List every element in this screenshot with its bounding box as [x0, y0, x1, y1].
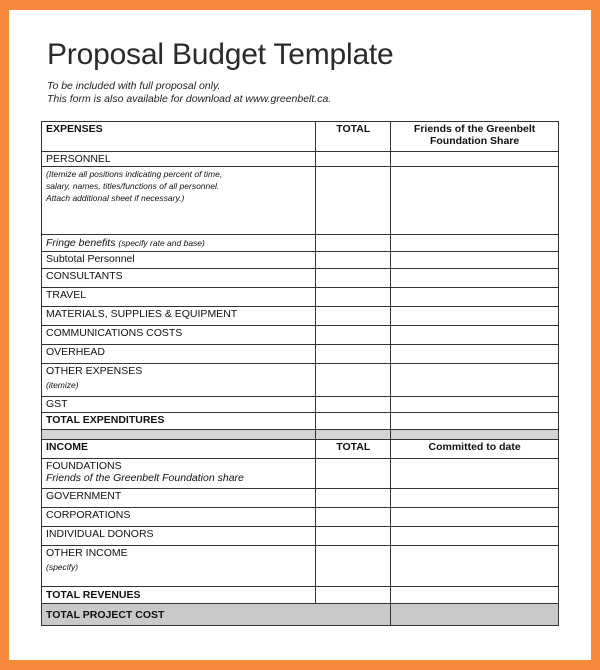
other-income-label	[42, 546, 316, 587]
individual-donors-total-cell[interactable]	[316, 527, 391, 546]
total-expenditures-share-cell[interactable]	[391, 413, 559, 430]
table-row	[42, 288, 559, 307]
income-header: INCOME	[42, 440, 316, 459]
other-expenses-note: (itemize)	[46, 380, 79, 390]
total-expenditures-label: TOTAL EXPENDITURES	[42, 413, 316, 430]
gst-label: GST	[42, 397, 316, 413]
foundations-committed-cell[interactable]	[391, 459, 559, 489]
other-expenses-total-cell[interactable]	[316, 364, 391, 397]
section-divider	[42, 430, 559, 440]
overhead-total-cell[interactable]	[316, 345, 391, 364]
personnel-note-line-3: Attach additional sheet if necessary.)	[46, 193, 185, 203]
table-row	[42, 152, 559, 167]
corporations-total-cell[interactable]	[316, 508, 391, 527]
foundations-note: Friends of the Greenbelt Foundation share	[46, 472, 244, 484]
gst-total-cell[interactable]	[316, 397, 391, 413]
other-expenses-text: OTHER EXPENSES	[46, 365, 143, 377]
fringe-benefits-note: (specify rate and base)	[118, 238, 205, 248]
foundations-label	[42, 459, 316, 489]
expenses-header: EXPENSES	[42, 122, 316, 152]
personnel-share-cell[interactable]	[391, 152, 559, 167]
table-row	[42, 269, 559, 288]
total-revenues-committed-cell[interactable]	[391, 587, 559, 604]
fringe-benefits-text: Fringe benefits	[46, 237, 116, 249]
fringe-share-cell[interactable]	[391, 235, 559, 252]
income-header-row	[42, 440, 559, 459]
table-row	[42, 459, 559, 489]
personnel-total-cell[interactable]	[316, 152, 391, 167]
committed-header: Committed to date	[391, 440, 559, 459]
intro-line-2: This form is also available for download at www.greenbelt.ca.	[47, 93, 332, 105]
other-expenses-share-cell[interactable]	[391, 364, 559, 397]
government-total-cell[interactable]	[316, 489, 391, 508]
overhead-share-cell[interactable]	[391, 345, 559, 364]
table-row	[42, 167, 559, 235]
table-row	[42, 489, 559, 508]
total-project-cost-cell[interactable]	[391, 604, 559, 626]
corporations-label: CORPORATIONS	[42, 508, 316, 527]
total-revenues-cell[interactable]	[316, 587, 391, 604]
table-row	[42, 527, 559, 546]
table-row	[42, 413, 559, 430]
subtotal-total-cell[interactable]	[316, 252, 391, 269]
individual-donors-label: INDIVIDUAL DONORS	[42, 527, 316, 546]
foundations-total-cell[interactable]	[316, 459, 391, 489]
table-row	[42, 508, 559, 527]
other-income-committed-cell[interactable]	[391, 546, 559, 587]
total-revenues-label: TOTAL REVENUES	[42, 587, 316, 604]
other-income-total-cell[interactable]	[316, 546, 391, 587]
subtotal-share-cell[interactable]	[391, 252, 559, 269]
materials-share-cell[interactable]	[391, 307, 559, 326]
government-committed-cell[interactable]	[391, 489, 559, 508]
subtotal-personnel-label: Subtotal Personnel	[42, 252, 316, 269]
materials-label: MATERIALS, SUPPLIES & EQUIPMENT	[42, 307, 316, 326]
communications-share-cell[interactable]	[391, 326, 559, 345]
personnel-note-line-2: salary, names, titles/functions of all personnel.	[46, 181, 220, 191]
travel-total-cell[interactable]	[316, 288, 391, 307]
table-row	[42, 235, 559, 252]
table-row	[42, 326, 559, 345]
total-project-cost-row	[42, 604, 559, 626]
document-page	[9, 10, 591, 660]
expenses-header-row	[42, 122, 559, 152]
consultants-share-cell[interactable]	[391, 269, 559, 288]
foundation-share-header	[391, 122, 559, 152]
other-expenses-label	[42, 364, 316, 397]
total-expenditures-cell[interactable]	[316, 413, 391, 430]
other-income-text: OTHER INCOME	[46, 547, 128, 559]
gst-share-cell[interactable]	[391, 397, 559, 413]
page-title: Proposal Budget Template	[47, 38, 394, 71]
consultants-total-cell[interactable]	[316, 269, 391, 288]
fringe-total-cell[interactable]	[316, 235, 391, 252]
individual-donors-committed-cell[interactable]	[391, 527, 559, 546]
personnel-note-line-1: (Itemize all positions indicating percent of time,	[46, 169, 223, 179]
government-label: GOVERNMENT	[42, 489, 316, 508]
personnel-detail-total-cell[interactable]	[316, 167, 391, 235]
materials-total-cell[interactable]	[316, 307, 391, 326]
intro-text	[47, 80, 331, 106]
personnel-note	[42, 167, 316, 235]
foundation-share-header-line-2: Foundation Share	[429, 135, 520, 147]
foundation-share-header-line-1: Friends of the Greenbelt	[413, 123, 536, 135]
table-row	[42, 307, 559, 326]
table-row	[42, 364, 559, 397]
travel-share-cell[interactable]	[391, 288, 559, 307]
expenses-total-header: TOTAL	[316, 122, 391, 152]
table-row	[42, 397, 559, 413]
communications-total-cell[interactable]	[316, 326, 391, 345]
table-row	[42, 345, 559, 364]
table-row	[42, 252, 559, 269]
budget-table	[41, 121, 559, 626]
travel-label: TRAVEL	[42, 288, 316, 307]
foundations-text: FOUNDATIONS	[46, 460, 122, 472]
intro-line-1: To be included with full proposal only.	[47, 80, 221, 92]
communications-label: COMMUNICATIONS COSTS	[42, 326, 316, 345]
corporations-committed-cell[interactable]	[391, 508, 559, 527]
total-project-cost-label: TOTAL PROJECT COST	[42, 604, 391, 626]
other-income-note: (specify)	[46, 562, 79, 572]
table-row	[42, 587, 559, 604]
overhead-label: OVERHEAD	[42, 345, 316, 364]
income-total-header: TOTAL	[316, 440, 391, 459]
fringe-benefits-label	[42, 235, 316, 252]
table-row	[42, 546, 559, 587]
consultants-label: CONSULTANTS	[42, 269, 316, 288]
personnel-detail-share-cell[interactable]	[391, 167, 559, 235]
personnel-label: PERSONNEL	[42, 152, 316, 167]
